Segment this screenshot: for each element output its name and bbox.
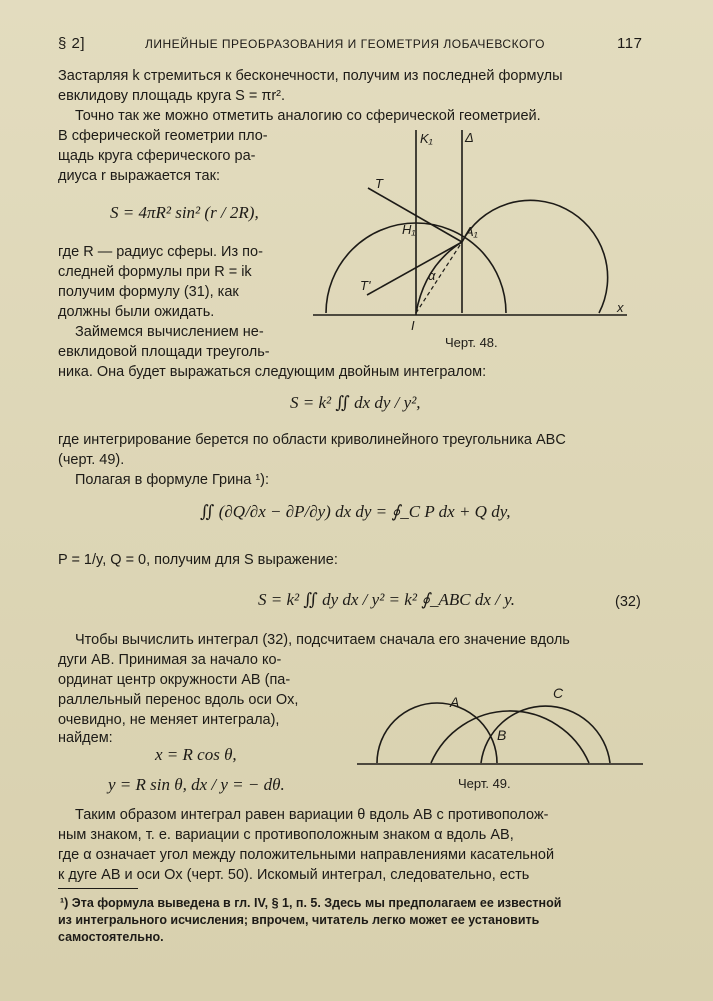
text-line: Застарляя k стремиться к бесконечности, получим из последней формулы — [58, 68, 563, 84]
footnote-line: самостоятельно. — [58, 930, 164, 944]
label-K1: K₁ — [420, 131, 433, 146]
text-line: В сферической геометрии пло- — [58, 128, 268, 144]
text-line: следней формулы при R = ik — [58, 264, 252, 280]
page-number: 117 — [617, 35, 643, 52]
footnote-line: ¹) Эта формула выведена в гл. IV, § 1, п. 5. Здесь мы предполагаем ее известной — [60, 896, 562, 910]
text-line: Точно так же можно отметить аналогию со сферической геометрией. — [75, 108, 541, 124]
formula-green: ∬ (∂Q/∂x − ∂P/∂y) dx dy = ∮_C P dx + Q dy, — [200, 502, 511, 521]
text-line: (черт. 49). — [58, 452, 125, 468]
formula-double-integral: S = k² ∬ dx dy / y², — [290, 393, 421, 412]
label-alpha: α — [428, 268, 436, 283]
figure-49-caption: Черт. 49. — [458, 776, 511, 791]
text-line: Полагая в формуле Грина ¹): — [75, 472, 270, 488]
formula-32: S = k² ∬ dy dx / y² = k² ∮_ABC dx / y. — [258, 590, 516, 609]
text-line: ным знаком, т. е. вариации с противоположным знаком α вдоль AB, — [58, 827, 514, 843]
label-delta: Δ — [465, 130, 474, 145]
section-marker: § 2] — [58, 35, 86, 52]
label-H1: H₁ — [402, 222, 416, 237]
equation-number: (32) — [615, 594, 641, 610]
label-T: T — [375, 176, 383, 191]
text-line: дуги AB. Принимая за начало ко- — [58, 652, 282, 668]
text-line: евклидову площадь круга S = πr². — [58, 88, 286, 104]
figure-48 — [305, 130, 635, 333]
text-line: евклидовой площади треуголь- — [58, 344, 270, 360]
text-line: Займемся вычислением не- — [75, 324, 264, 340]
text-line: где α означает угол между положительными направлениями касательной — [58, 847, 555, 863]
label-T-prime: T' — [360, 278, 371, 293]
text-line: Таким образом интеграл равен вариации θ вдоль AB с противополож- — [75, 807, 549, 823]
text-line: ординат центр окружности AB (па- — [58, 672, 291, 688]
text-line: Чтобы вычислить интеграл (32), подсчитаем сначала его значение вдоль — [75, 632, 570, 648]
label-I: I — [411, 318, 415, 333]
footnote-line: из интегрального исчисления; впрочем, читатель легко может ее установить — [58, 913, 540, 927]
text-line: диуса r выражается так: — [58, 168, 220, 184]
figure-49 — [355, 670, 655, 770]
text-line: ника. Она будет выражаться следующим двойным интегралом: — [58, 364, 487, 380]
label-A1: A₁ — [465, 224, 478, 239]
text-line: щадь круга сферического ра- — [58, 148, 256, 164]
text-line: раллельный перенос вдоль оси Ox, — [58, 692, 299, 708]
figure-48-caption: Черт. 48. — [445, 335, 498, 350]
formula-y: y = R sin θ, dx / y = − dθ. — [108, 775, 285, 794]
text-line: найдем: — [58, 730, 113, 746]
formula-sphere-area: S = 4πR² sin² (r / 2R), — [110, 203, 259, 222]
text-line: должны были ожидать. — [58, 304, 215, 320]
text-line: получим формулу (31), как — [58, 284, 239, 300]
footnote-divider — [58, 888, 138, 889]
label-A: A — [450, 694, 460, 710]
text-line: где интегрирование берется по области криволинейного треугольника ABC — [58, 432, 566, 448]
label-C: C — [553, 685, 564, 701]
label-B: B — [497, 727, 507, 743]
running-title: ЛИНЕЙНЫЕ ПРЕОБРАЗОВАНИЯ И ГЕОМЕТРИЯ ЛОБАЧЕВСКОГО — [145, 37, 545, 51]
label-x: x — [617, 300, 624, 315]
text-line: очевидно, не меняет интеграла), — [58, 712, 280, 728]
formula-x: x = R cos θ, — [155, 745, 237, 764]
text-line: к дуге AB и оси Ox (черт. 50). Искомый интеграл, следовательно, есть — [58, 867, 530, 883]
text-line: где R — радиус сферы. Из по- — [58, 244, 263, 260]
text-line: P = 1/y, Q = 0, получим для S выражение: — [58, 552, 338, 568]
